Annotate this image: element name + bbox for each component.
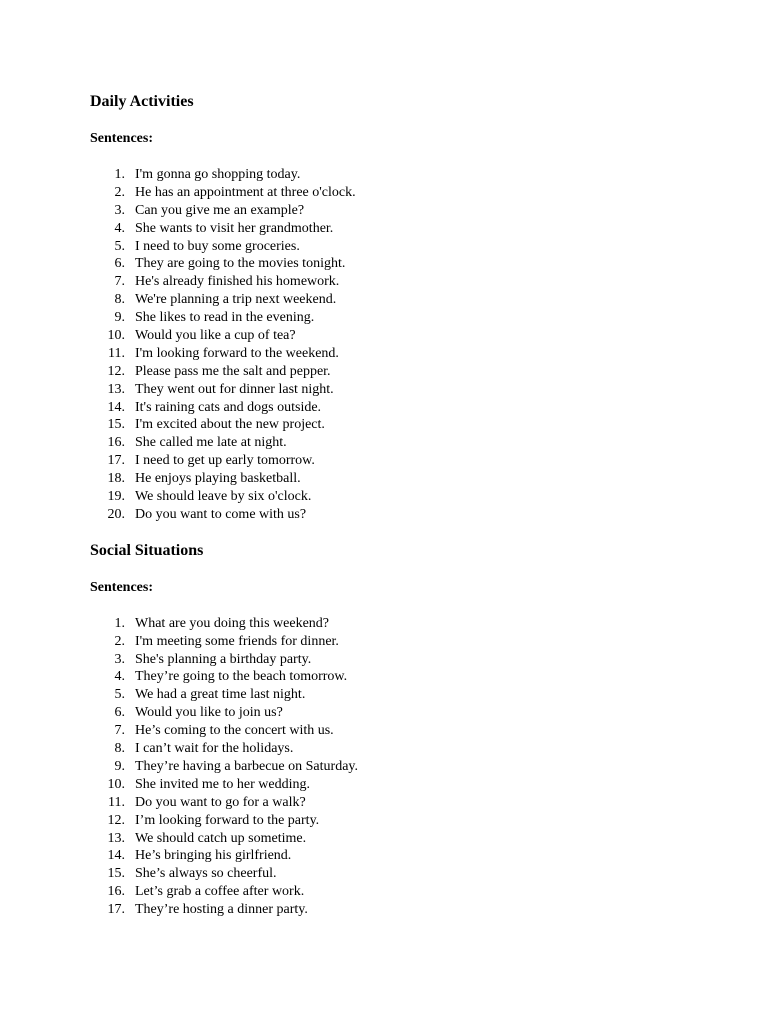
list-item-text: Would you like a cup of tea? (135, 328, 296, 344)
list-item-number: 1. (114, 615, 125, 631)
list-item (90, 615, 710, 633)
list-item (90, 794, 710, 812)
list-item (90, 776, 710, 794)
list-item-number: 12. (107, 363, 125, 379)
list-item (90, 363, 710, 381)
list-item (90, 722, 710, 740)
sentences-label: Sentences: (90, 579, 153, 595)
list-item-number: 10. (107, 776, 125, 792)
list-item (90, 291, 710, 309)
list-item-number: 16. (107, 435, 125, 451)
list-item (90, 327, 710, 345)
list-item-number: 18. (107, 471, 125, 487)
list-item-number: 11. (108, 794, 125, 810)
sentence-list (90, 615, 710, 919)
list-item-text: Would you like to join us? (135, 705, 283, 721)
sentences-label: Sentences: (90, 131, 153, 146)
list-item-number: 19. (107, 489, 125, 505)
list-item (90, 865, 710, 883)
section-daily-activities (90, 92, 710, 524)
list-item-text: I need to get up early tomorrow. (135, 453, 315, 469)
list-item-text: We had a great time last night. (135, 687, 306, 703)
list-item-number: 9. (114, 758, 125, 774)
list-item (90, 668, 710, 686)
list-item-text: They’re going to the beach tomorrow. (135, 669, 348, 685)
list-item (90, 506, 710, 524)
sentence-list (90, 166, 710, 524)
list-item-number: 13. (107, 830, 125, 846)
list-item-text: We're planning a trip next weekend. (135, 292, 337, 308)
list-item-number: 11. (108, 345, 125, 361)
list-item-number: 5. (114, 687, 125, 703)
list-item-text: He’s bringing his girlfriend. (135, 848, 292, 864)
list-item-number: 6. (114, 705, 125, 721)
list-item-text: I'm excited about the new project. (135, 417, 325, 433)
list-item-text: They’re having a barbecue on Saturday. (135, 758, 358, 774)
list-item-text: I'm meeting some friends for dinner. (135, 633, 339, 649)
list-item-number: 7. (114, 723, 125, 739)
list-item (90, 883, 710, 901)
list-item-text: I'm looking forward to the weekend. (135, 345, 339, 361)
list-item (90, 434, 710, 452)
list-item (90, 309, 710, 327)
list-item-number: 20. (107, 506, 125, 522)
list-item (90, 830, 710, 848)
list-item (90, 220, 710, 238)
list-item-text: She invited me to her wedding. (135, 776, 310, 792)
list-item-number: 17. (107, 453, 125, 469)
list-item (90, 704, 710, 722)
list-item-number: 4. (114, 220, 125, 236)
section-title: Social Situations (90, 541, 204, 559)
list-item (90, 812, 710, 830)
list-item-text: Can you give me an example? (135, 202, 305, 218)
list-item-text: He enjoys playing basketball. (135, 471, 301, 487)
list-item-text: Let’s grab a coffee after work. (135, 884, 305, 900)
list-item-text: They’re hosting a dinner party. (135, 902, 308, 918)
list-item (90, 740, 710, 758)
list-item-number: 6. (114, 256, 125, 272)
list-item-text: We should leave by six o'clock. (135, 489, 312, 505)
list-item-number: 9. (114, 310, 125, 326)
list-item-number: 10. (107, 328, 125, 344)
list-item-text: She called me late at night. (135, 435, 287, 451)
list-item-text: Please pass me the salt and pepper. (135, 363, 331, 379)
section-social-situations (90, 541, 710, 919)
list-item (90, 399, 710, 417)
list-item (90, 184, 710, 202)
list-item-number: 7. (114, 274, 125, 290)
list-item (90, 470, 710, 488)
list-item-text: We should catch up sometime. (135, 830, 307, 846)
list-item-text: I can’t wait for the holidays. (135, 741, 294, 757)
list-item (90, 651, 710, 669)
list-item (90, 238, 710, 256)
list-item-text: She's planning a birthday party. (135, 651, 312, 667)
list-item-text: They are going to the movies tonight. (135, 256, 346, 272)
list-item-number: 16. (107, 884, 125, 900)
list-item-number: 15. (107, 866, 125, 882)
list-item (90, 686, 710, 704)
list-item-number: 13. (107, 381, 125, 397)
list-item-number: 14. (107, 399, 125, 415)
list-item-text: It's raining cats and dogs outside. (135, 399, 322, 415)
list-item (90, 758, 710, 776)
list-item-text: They went out for dinner last night. (135, 381, 334, 397)
list-item-number: 2. (114, 184, 125, 200)
list-item-number: 15. (107, 417, 125, 433)
list-item-text: He has an appointment at three o'clock. (135, 184, 356, 200)
list-item (90, 452, 710, 470)
section-title: Daily Activities (90, 93, 194, 110)
list-item-number: 2. (114, 633, 125, 649)
list-item-number: 3. (114, 202, 125, 218)
list-item-number: 8. (114, 292, 125, 308)
list-item (90, 633, 710, 651)
list-item-text: She’s always so cheerful. (135, 866, 277, 882)
list-item-text: She likes to read in the evening. (135, 310, 315, 326)
list-item-number: 17. (107, 902, 125, 918)
list-item (90, 488, 710, 506)
list-item-text: I’m looking forward to the party. (135, 812, 320, 828)
list-item-text: I need to buy some groceries. (135, 238, 300, 254)
list-item (90, 901, 710, 919)
list-item-number: 4. (114, 669, 125, 685)
list-item-text: Do you want to go for a walk? (135, 794, 306, 810)
list-item-number: 3. (114, 651, 125, 667)
list-item-text: Do you want to come with us? (135, 506, 307, 522)
list-item-number: 5. (114, 238, 125, 254)
list-item-text: He’s coming to the concert with us. (135, 723, 334, 739)
list-item-number: 14. (107, 848, 125, 864)
list-item (90, 273, 710, 291)
list-item-text: She wants to visit her grandmother. (135, 220, 334, 236)
list-item (90, 345, 710, 363)
document-page (90, 92, 710, 919)
list-item (90, 255, 710, 273)
list-item-text: I'm gonna go shopping today. (135, 167, 301, 182)
list-item-number: 1. (114, 167, 125, 182)
list-item (90, 381, 710, 399)
list-item (90, 416, 710, 434)
list-item-number: 8. (114, 741, 125, 757)
list-item-text: He's already finished his homework. (135, 274, 340, 290)
list-item (90, 166, 710, 184)
list-item-number: 12. (107, 812, 125, 828)
list-item (90, 202, 710, 220)
list-item-text: What are you doing this weekend? (135, 615, 329, 631)
list-item (90, 847, 710, 865)
